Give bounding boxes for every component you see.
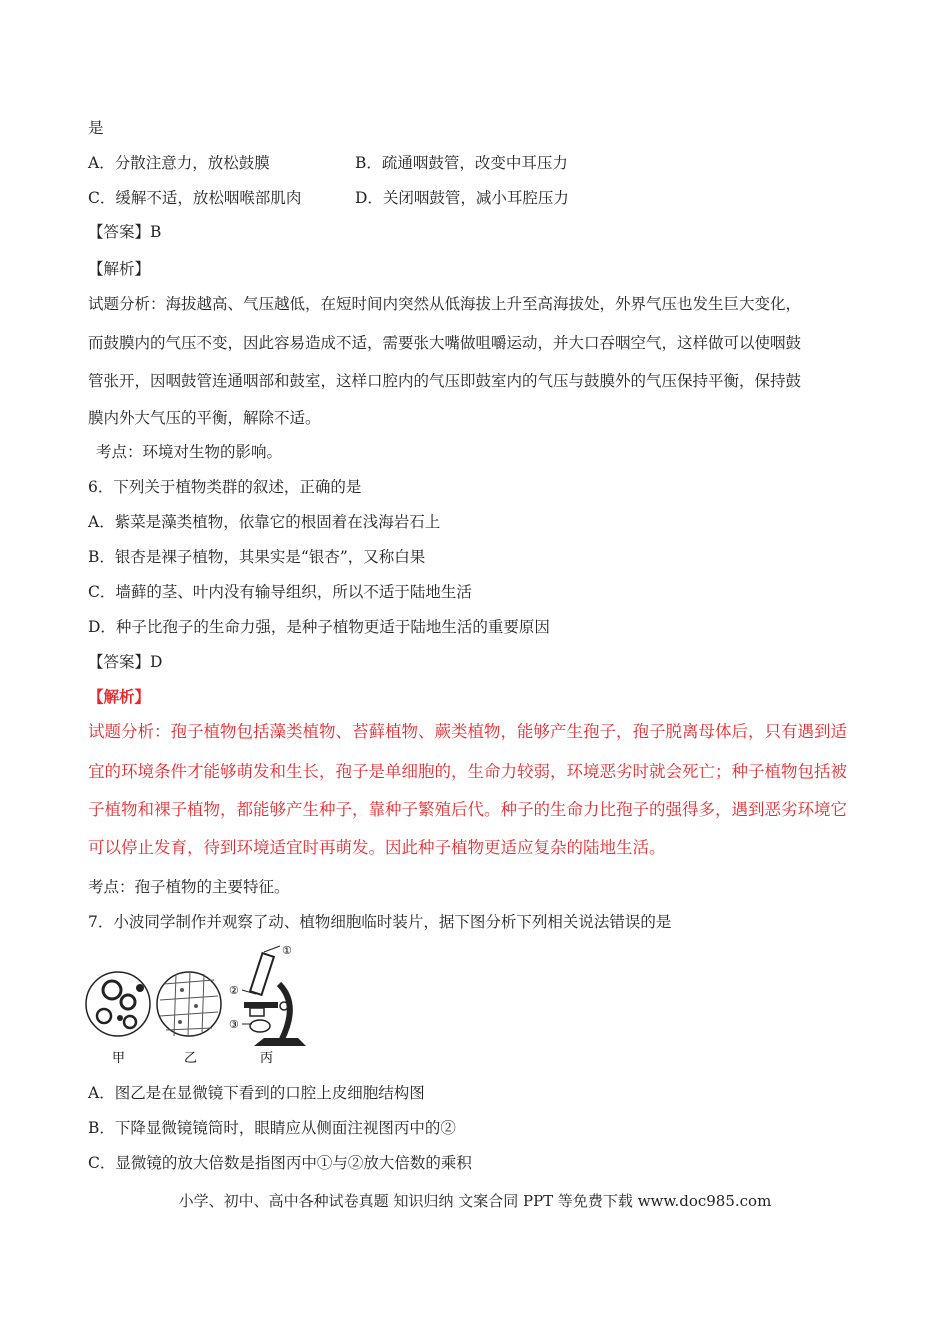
q7-option-c: C．显微镜的放大倍数是指图丙中①与②放大倍数的乘积 — [88, 1154, 472, 1172]
q6-analysis-line: 可以停止发育，待到环境适宜时再萌发。因此种子植物更适应复杂的陆地生活。 — [88, 838, 666, 857]
q5-analysis-line: 管张开，因咽鼓管连通咽部和鼓室，这样口腔内的气压即鼓室内的气压与鼓膜外的气压保持平衡，保持鼓 — [88, 372, 802, 390]
q7-option-a: A．图乙是在显微镜下看到的口腔上皮细胞结构图 — [88, 1084, 425, 1102]
q5-answer: 【答案】B — [88, 223, 162, 241]
q5-option-a: A．分散注意力，放松鼓膜 — [88, 154, 270, 172]
q6-analysis-heading: 【解析】 — [88, 687, 151, 706]
q5-analysis-line: 试题分析：海拔越高、气压越低，在短时间内突然从低海拔上升至高海拔处，外界气压也发生巨大变化， — [88, 295, 802, 313]
q6-option-d: D．种子比孢子的生命力强，是种子植物更适于陆地生活的重要原因 — [88, 618, 550, 636]
marker-3: ③ — [229, 1018, 239, 1031]
q6-option-c: C．墙藓的茎、叶内没有输导组织，所以不适于陆地生活 — [88, 583, 472, 601]
q6-analysis-line: 子植物和裸子植物，都能够产生种子，靠种子繁殖后代。种子的生命力比孢子的强得多，遇到恶劣环境它 — [88, 800, 847, 819]
q6-answer: 【答案】D — [88, 653, 163, 671]
q5-option-b: B．疏通咽鼓管，改变中耳压力 — [355, 154, 568, 172]
q5-option-d: D．关闭咽鼓管，减小耳腔压力 — [355, 189, 569, 207]
marker-2: ② — [229, 984, 239, 997]
label-yi: 乙 — [184, 1051, 198, 1066]
q7-stem: 7．小波同学制作并观察了动、植物细胞临时装片，据下图分析下列相关说法错误的是 — [88, 913, 672, 931]
q6-option-b: B．银杏是裸子植物，其果实是“银杏”，又称白果 — [88, 548, 426, 566]
label-bing: 丙 — [260, 1051, 274, 1066]
cell-microscope-figure — [84, 944, 334, 1068]
q6-analysis-line: 试题分析：孢子植物包括藻类植物、苔藓植物、蕨类植物，能够产生孢子，孢子脱离母体后，只有遇到适 — [88, 722, 847, 741]
q5-analysis-heading: 【解析】 — [88, 260, 151, 278]
label-jia: 甲 — [112, 1051, 126, 1066]
q5-option-c: C．缓解不适，放松咽喉部肌肉 — [88, 189, 302, 207]
q5-analysis-line: 而鼓膜内的气压不变，因此容易造成不适，需要张大嘴做咀嚼运动，并大口吞咽空气，这样做可以使咽鼓 — [88, 334, 802, 352]
q6-stem: 6．下列关于植物类群的叙述，正确的是 — [88, 478, 362, 496]
q5-kaodian: 考点：环境对生物的影响。 — [96, 443, 283, 461]
q7-option-b: B．下降显微镜镜筒时，眼睛应从侧面注视图丙中的② — [88, 1119, 456, 1137]
animal-cell-diagram — [86, 972, 150, 1036]
marker-1: ① — [282, 944, 292, 957]
plant-cell-diagram — [157, 972, 221, 1036]
microscope-diagram — [242, 946, 306, 1046]
q6-kaodian: 考点：孢子植物的主要特征。 — [88, 878, 290, 896]
q6-analysis-line: 宜的环境条件才能够萌发和生长，孢子是单细胞的，生命力较弱，环境恶劣时就会死亡；种子植物包括被 — [88, 762, 847, 781]
q6-option-a: A．紫菜是藻类植物，依靠它的根固着在浅海岩石上 — [88, 513, 441, 531]
q5-analysis-line: 膜内外大气压的平衡，解除不适。 — [88, 409, 321, 427]
q5-stem-tail: 是 — [88, 119, 104, 137]
page-footer: 小学、初中、高中各种试卷真题 知识归纳 文案合同 PPT 等免费下载 www.doc985.com — [178, 1192, 772, 1210]
